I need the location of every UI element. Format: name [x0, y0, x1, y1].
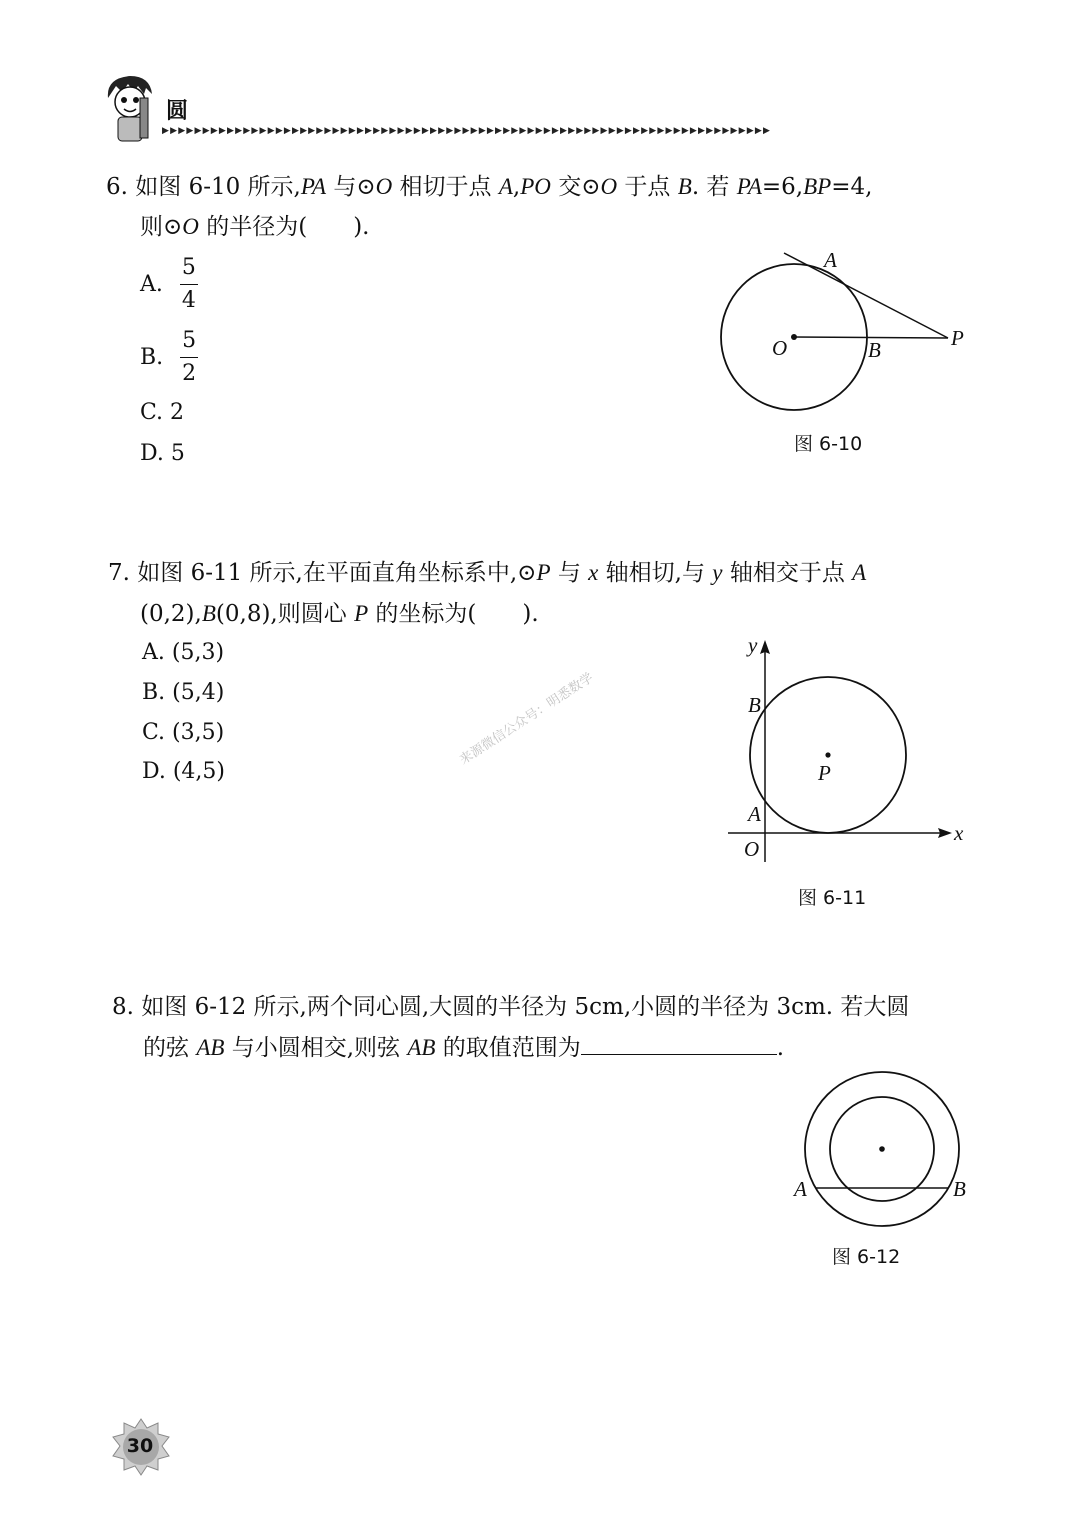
- figure-6-12: [780, 1070, 980, 1230]
- label-a: A: [748, 802, 761, 826]
- q6-option-b: B. $\frac{5}{2}$: [140, 325, 198, 390]
- label-o: O: [744, 837, 760, 861]
- label-a: A: [824, 248, 837, 272]
- label-p: P: [818, 761, 831, 785]
- chapter-title: 圆: [166, 99, 189, 124]
- question-7-line-2: (0,2),B(0,8),则圆心 P 的坐标为( ).: [140, 601, 539, 627]
- label-a: A: [794, 1177, 807, 1201]
- label-x: x: [954, 821, 964, 845]
- question-8-line-1: 8. 如图 6-12 所示,两个同心圆,大圆的半径为 5cm,小圆的半径为 3cm. 若大圆: [112, 994, 910, 1020]
- page-number: 30: [126, 1435, 154, 1457]
- label-o: O: [772, 336, 788, 360]
- q6-option-d: D. 5: [140, 441, 185, 466]
- question-7-line-1: 7. 如图 6-11 所示,在平面直角坐标系中,⊙P 与 x 轴相切,与 y 轴相交于点 A: [108, 560, 867, 586]
- center-dot: [879, 1146, 885, 1152]
- center-dot: [791, 334, 797, 340]
- label-y: y: [748, 633, 758, 657]
- figure-6-12-caption: 图 6-12: [832, 1246, 901, 1268]
- q7-option-b: B. (5,4): [142, 680, 225, 705]
- q6-option-c: C. 2: [140, 400, 185, 425]
- q6-option-a: A. $\frac{5}{4}$: [140, 252, 198, 317]
- label-b: B: [953, 1177, 966, 1201]
- figure-6-11: [720, 630, 980, 870]
- label-b: B: [868, 338, 881, 362]
- label-b: B: [748, 693, 761, 717]
- label-p: P: [951, 326, 964, 350]
- question-6-line-2: 则⊙O 的半径为( ).: [140, 214, 370, 240]
- watermark: 来源微信公众号：明悉数学: [457, 670, 597, 768]
- mascot-icon: [100, 72, 160, 144]
- q7-option-a: A. (5,3): [142, 640, 225, 665]
- figure-6-11-caption: 图 6-11: [798, 887, 867, 909]
- x-axis-arrow: [938, 828, 952, 838]
- center-p-dot: [825, 752, 830, 757]
- answer-blank[interactable]: [581, 1034, 777, 1055]
- y-axis-arrow: [760, 640, 770, 654]
- figure-6-10-caption: 图 6-10: [794, 433, 863, 455]
- q7-option-c: C. (3,5): [142, 720, 225, 745]
- question-8-line-2: 的弦 AB 与小圆相交,则弦 AB 的取值范围为 .: [143, 1035, 785, 1061]
- figure-6-10: [700, 240, 980, 420]
- q7-option-d: D. (4,5): [142, 759, 225, 784]
- question-6-line-1: 6. 如图 6-10 所示,PA 与⊙O 相切于点 A,PO 交⊙O 于点 B. 若 PA=6,BP=4,: [106, 174, 873, 200]
- header-arrow-rule: ▶▶▶▶▶▶▶▶▶▶▶▶▶▶▶▶▶▶▶▶▶▶▶▶▶▶▶▶▶▶▶▶▶▶▶▶▶▶▶▶▶▶▶▶▶▶▶▶▶▶▶▶▶▶▶▶▶▶▶▶▶▶▶▶▶▶▶▶▶▶▶▶▶▶▶: [162, 126, 772, 136]
